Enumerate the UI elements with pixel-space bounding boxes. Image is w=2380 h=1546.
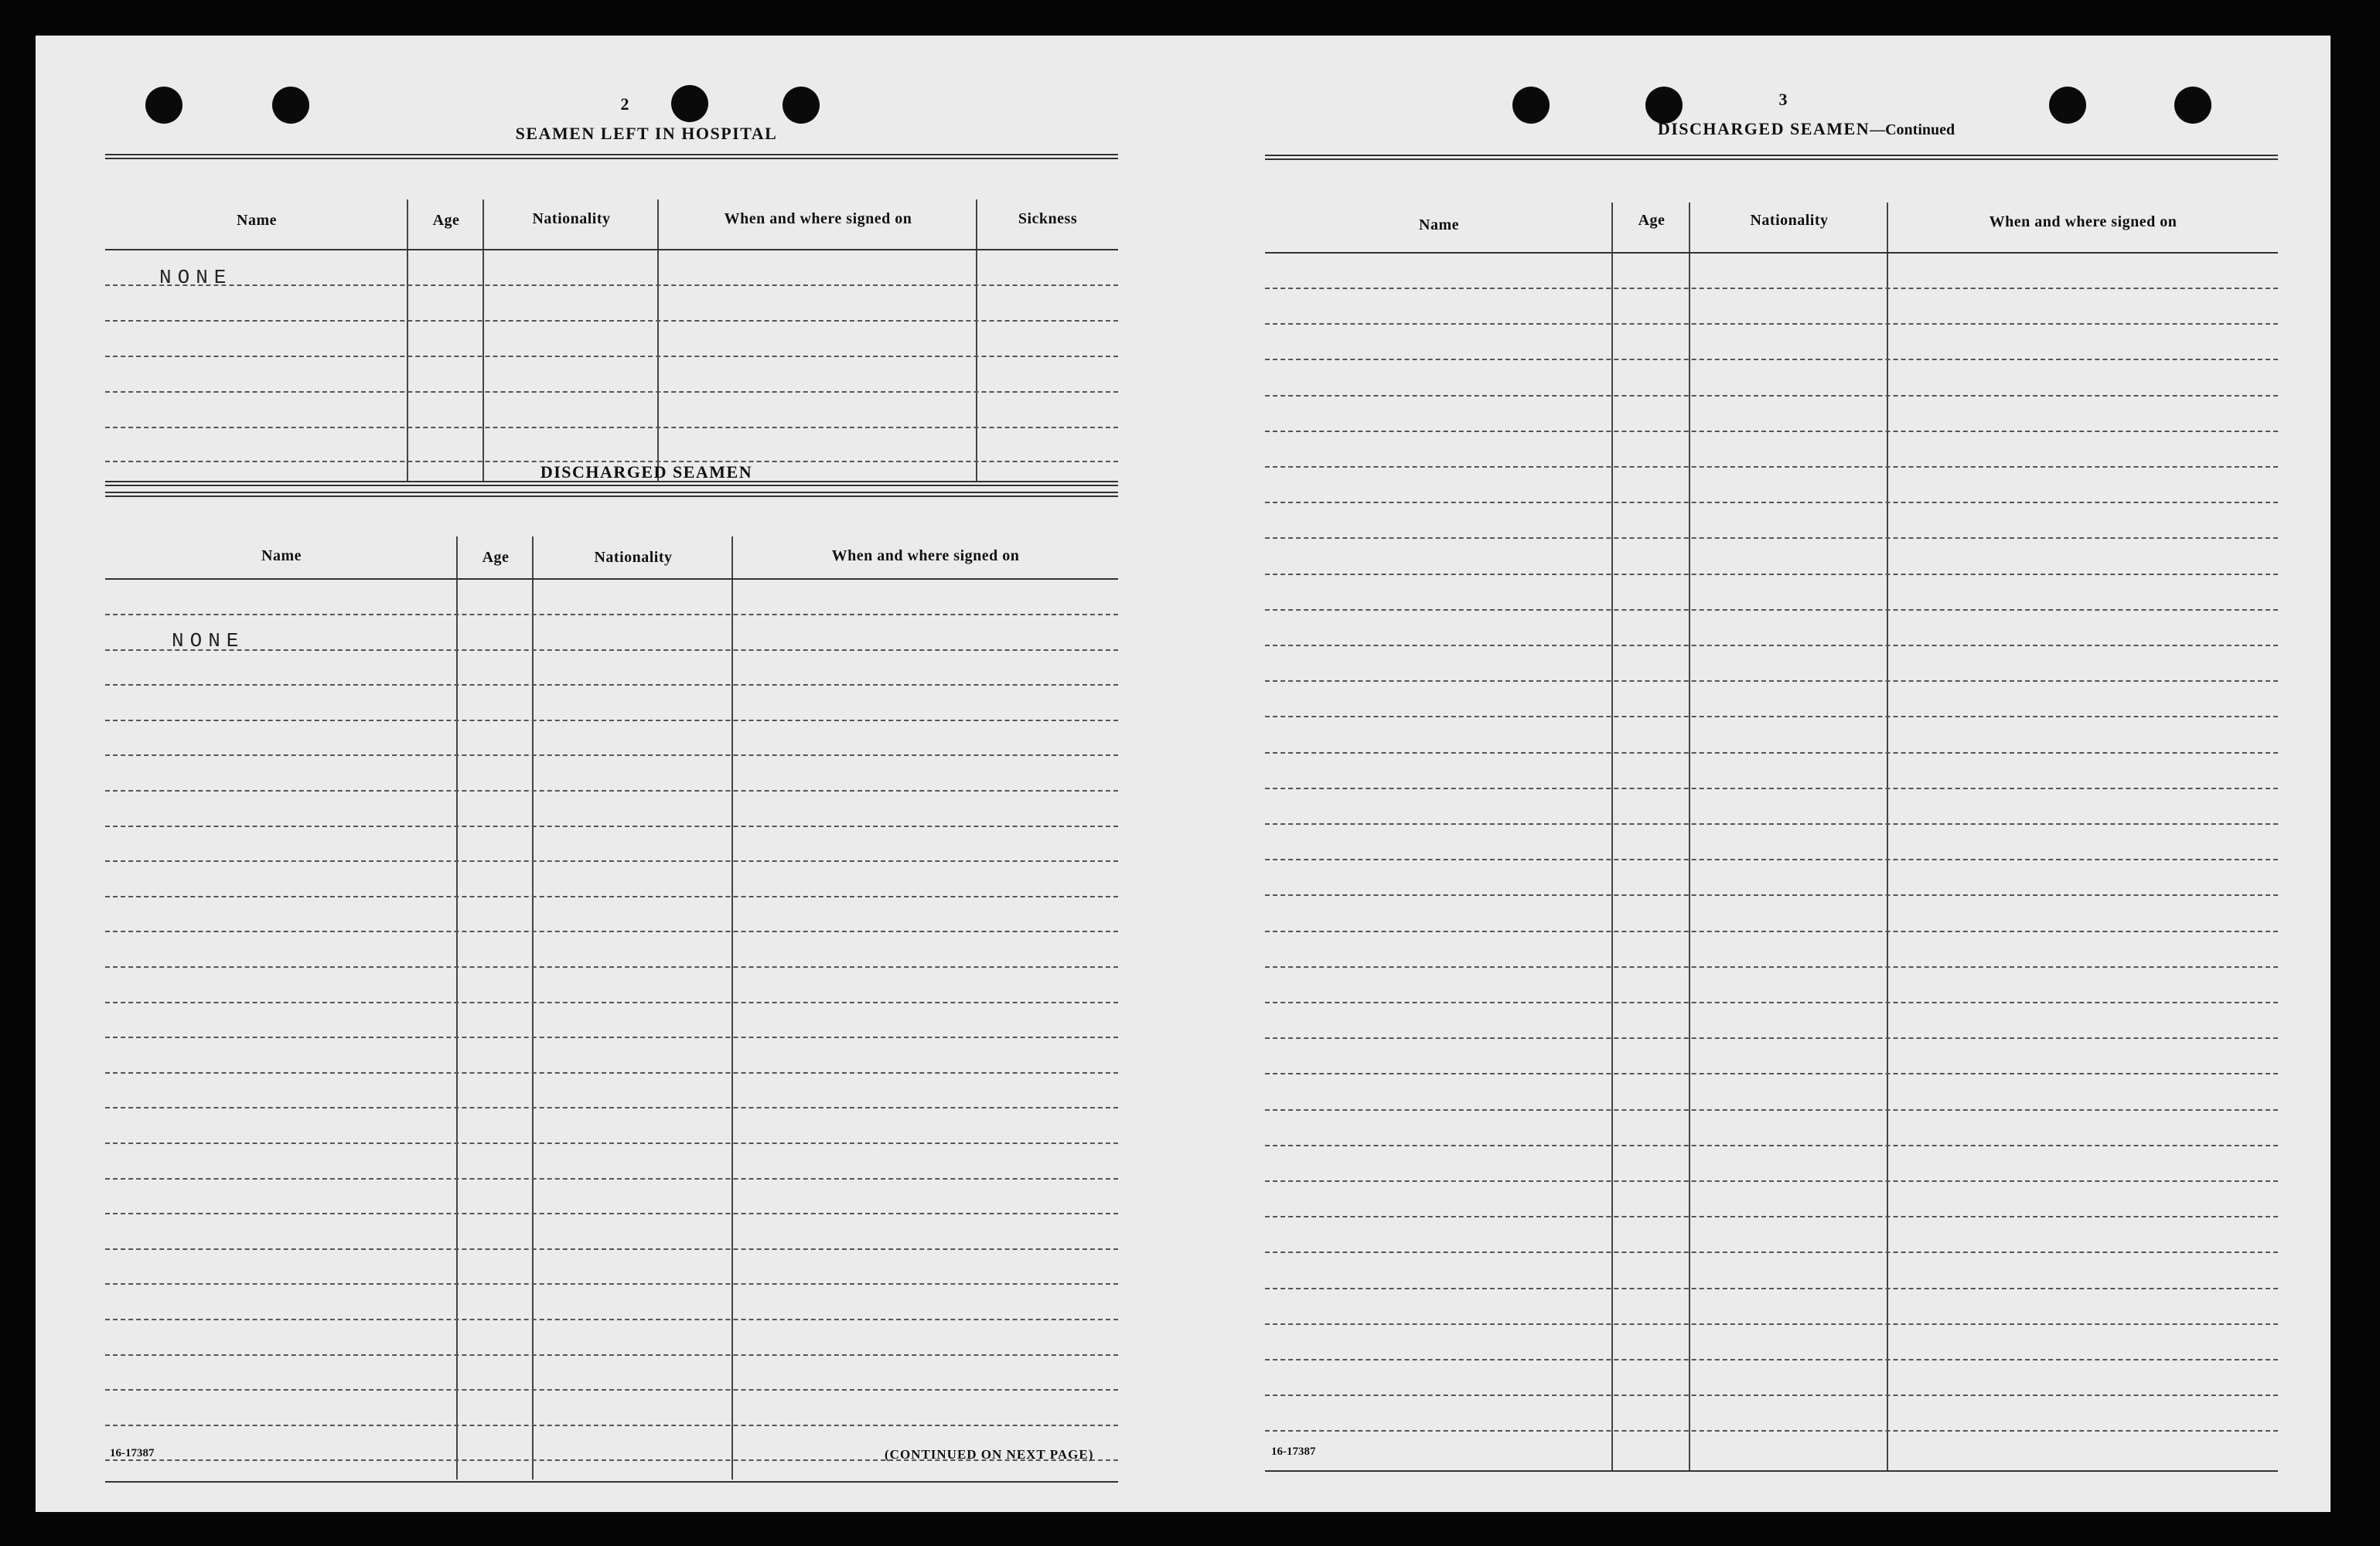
- column-divider: [1887, 203, 1888, 1472]
- row-line: [105, 1178, 1118, 1180]
- row-line: [105, 284, 1118, 286]
- row-line: [1265, 466, 2278, 468]
- column-header-age: Age: [482, 549, 510, 566]
- row-line: [105, 720, 1118, 721]
- row-line: [105, 1072, 1118, 1074]
- row-line: [105, 790, 1118, 792]
- row-line: [1265, 537, 2278, 539]
- column-divider: [657, 199, 659, 481]
- row-line: [105, 826, 1118, 827]
- row-line: [1265, 1216, 2278, 1217]
- punch-hole: [671, 85, 708, 122]
- column-header-sickness: Sickness: [1018, 210, 1078, 227]
- row-line: [1265, 788, 2278, 789]
- page-number-left: 2: [620, 94, 629, 114]
- punch-hole: [783, 87, 820, 124]
- column-header-nationality: Nationality: [532, 210, 611, 227]
- row-line: [1265, 966, 2278, 968]
- title-text: DISCHARGED SEAMEN: [1657, 119, 1870, 138]
- column-divider: [532, 536, 534, 1480]
- discharged-continued-title: [1512, 119, 2100, 139]
- row-line: [105, 931, 1118, 932]
- divider: [105, 154, 1118, 159]
- row-line: [1265, 1288, 2278, 1289]
- column-divider: [976, 199, 977, 481]
- row-line: [105, 1107, 1118, 1108]
- row-line: [1265, 359, 2278, 360]
- row-line: [1265, 609, 2278, 611]
- column-header-nationality: Nationality: [594, 549, 673, 566]
- title-suffix: —Continued: [1870, 121, 1955, 138]
- punch-hole: [2049, 87, 2086, 124]
- discharged-table-left: [105, 506, 1118, 1480]
- discharged-section-title: DISCHARGED SEAMEN: [540, 462, 753, 482]
- header-underline: [105, 249, 1118, 250]
- header-underline: [1265, 252, 2278, 254]
- hospital-entry-none: NONE: [159, 266, 233, 289]
- row-line: [1265, 1394, 2278, 1396]
- row-line: [1265, 1145, 2278, 1146]
- row-line: [105, 860, 1118, 862]
- row-line: [105, 1319, 1118, 1320]
- hospital-section-title: SEAMEN LEFT IN HOSPITAL: [515, 124, 778, 143]
- punch-hole: [272, 87, 309, 124]
- row-line: [1265, 859, 2278, 860]
- form-number-right: 16-17387: [1271, 1446, 1316, 1458]
- row-line: [105, 356, 1118, 357]
- column-header-age: Age: [432, 212, 460, 229]
- row-line: [1265, 645, 2278, 646]
- column-header-signed-on: When and where signed on: [724, 210, 912, 227]
- row-line: [1265, 1430, 2278, 1432]
- row-line: [1265, 574, 2278, 575]
- punch-hole: [1645, 87, 1683, 124]
- column-divider: [1611, 203, 1613, 1472]
- row-line: [1265, 502, 2278, 503]
- row-line: [1265, 752, 2278, 754]
- row-line: [105, 754, 1118, 756]
- row-line: [1265, 1109, 2278, 1111]
- row-line: [105, 1213, 1118, 1214]
- table-bottom-line: [105, 1481, 1118, 1483]
- row-line: [105, 1037, 1118, 1038]
- row-line: [105, 896, 1118, 897]
- continued-note: (CONTINUED ON NEXT PAGE): [885, 1447, 1094, 1462]
- column-divider: [456, 536, 458, 1480]
- header-underline: [105, 578, 1118, 580]
- hospital-table: [105, 167, 1118, 481]
- document-sheet: [36, 36, 2331, 1512]
- row-line: [105, 649, 1118, 651]
- discharged-table-right: [1265, 167, 2278, 1472]
- row-line: [105, 966, 1118, 968]
- row-line: [105, 1283, 1118, 1285]
- row-line: [1265, 716, 2278, 717]
- form-number-left: 16-17387: [110, 1447, 155, 1459]
- row-line: [105, 1425, 1118, 1426]
- punch-hole: [1512, 87, 1550, 124]
- row-line: [105, 614, 1118, 615]
- row-line: [1265, 323, 2278, 325]
- row-line: [105, 391, 1118, 393]
- row-line: [105, 427, 1118, 428]
- column-divider: [482, 199, 484, 481]
- row-line: [105, 1002, 1118, 1003]
- column-header-name: Name: [237, 212, 277, 229]
- row-line: [1265, 1251, 2278, 1253]
- row-line: [1265, 1359, 2278, 1360]
- discharged-entry-none: NONE: [172, 629, 245, 652]
- row-line: [1265, 288, 2278, 289]
- column-header-nationality: Nationality: [1750, 212, 1829, 229]
- row-line: [1265, 894, 2278, 896]
- row-line: [1265, 395, 2278, 397]
- row-line: [105, 1248, 1118, 1250]
- punch-hole: [2174, 87, 2211, 124]
- row-line: [105, 684, 1118, 686]
- row-line: [1265, 431, 2278, 432]
- row-line: [105, 1389, 1118, 1391]
- page-number-right: 3: [1778, 90, 1788, 109]
- row-line: [105, 320, 1118, 322]
- row-line: [1265, 1323, 2278, 1325]
- row-line: [1265, 1180, 2278, 1182]
- divider: [1265, 155, 2278, 160]
- column-divider: [407, 199, 408, 481]
- row-line: [1265, 823, 2278, 825]
- row-line: [1265, 680, 2278, 682]
- row-line: [105, 1354, 1118, 1356]
- column-header-name: Name: [261, 547, 302, 564]
- column-header-age: Age: [1638, 212, 1666, 229]
- column-header-signed-on: When and where signed on: [831, 547, 1020, 564]
- row-line: [105, 1142, 1118, 1144]
- column-divider: [731, 536, 733, 1480]
- divider: [105, 492, 1118, 497]
- column-header-name: Name: [1419, 216, 1459, 233]
- column-header-signed-on: When and where signed on: [1989, 213, 2177, 230]
- row-line: [1265, 1073, 2278, 1074]
- column-divider: [1689, 203, 1690, 1472]
- row-line: [1265, 1002, 2278, 1003]
- row-line: [1265, 931, 2278, 932]
- row-line: [1265, 1037, 2278, 1039]
- punch-hole: [145, 87, 182, 124]
- table-bottom-line: [1265, 1470, 2278, 1472]
